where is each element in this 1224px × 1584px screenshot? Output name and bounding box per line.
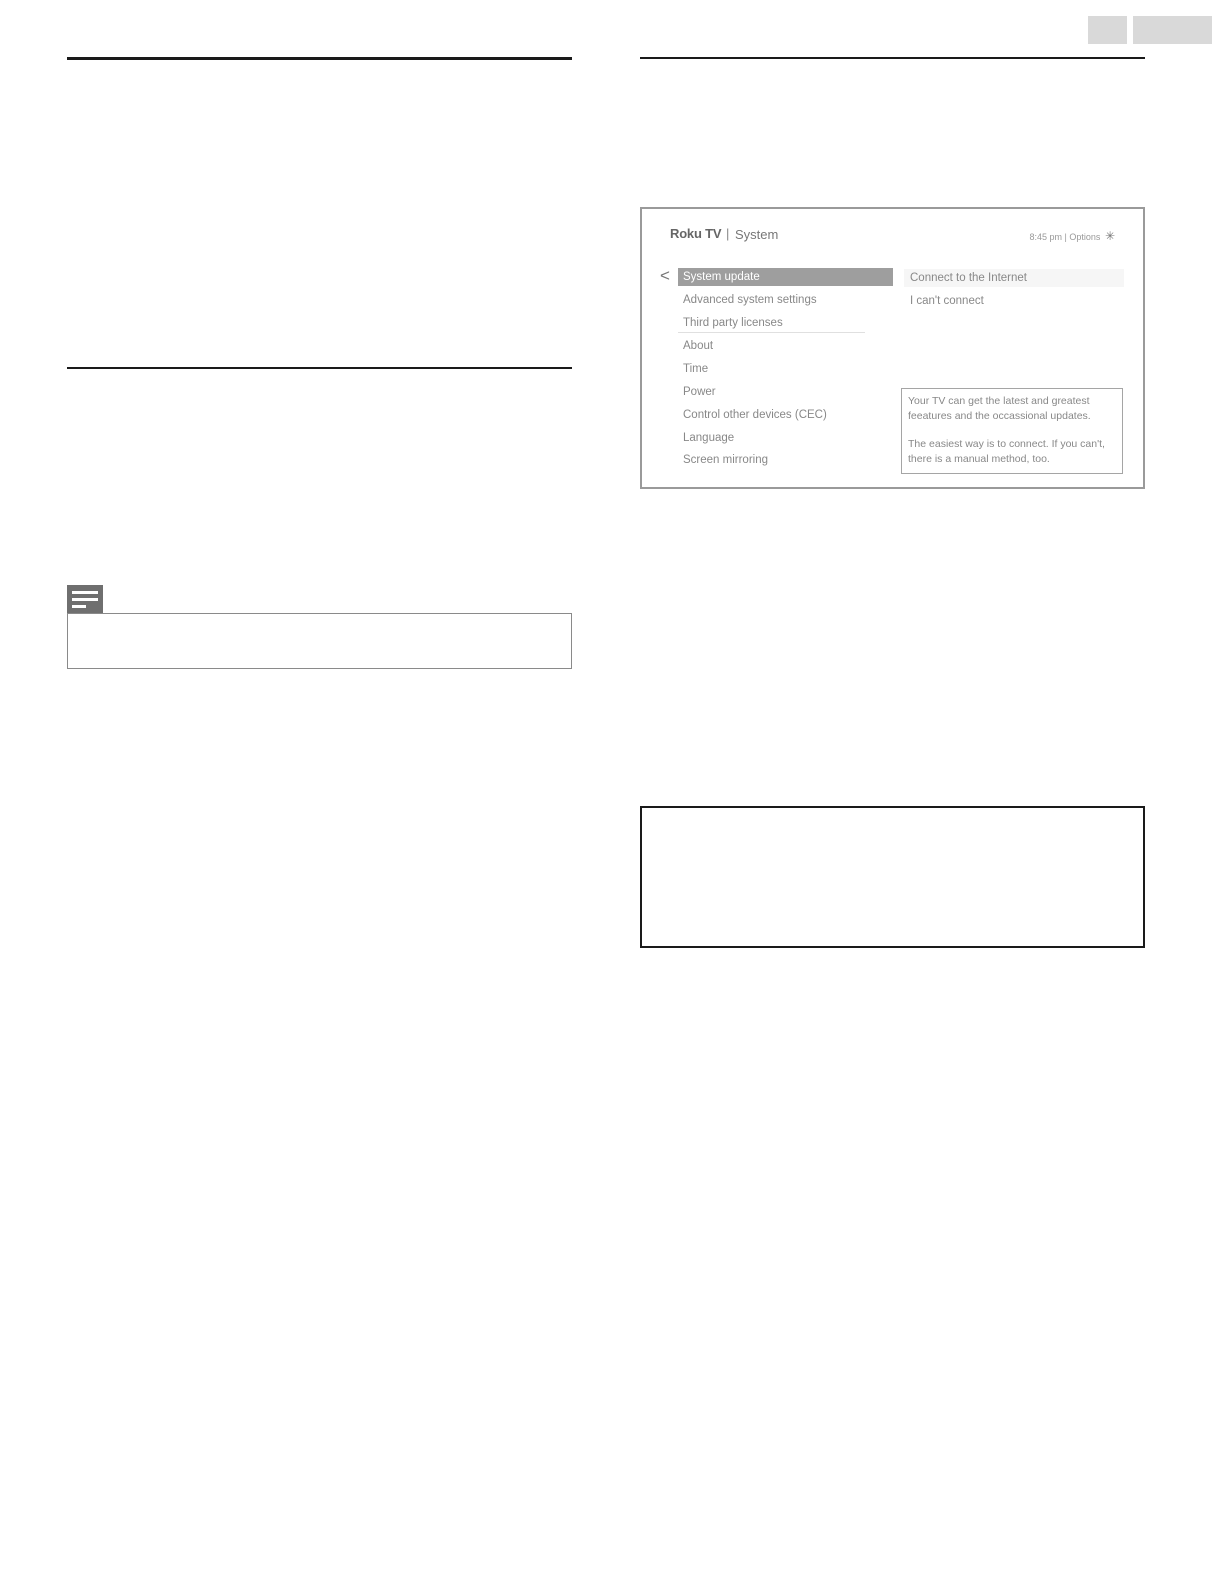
status-bar <box>1029 229 1115 243</box>
clock-time: 8:45 pm <box>1029 232 1063 242</box>
tv-screenshot <box>640 207 1145 489</box>
menu-item-power[interactable]: Power <box>683 385 716 398</box>
info-panel <box>901 388 1123 474</box>
screen-title: System <box>735 227 779 242</box>
right-heading-rule <box>640 57 1145 59</box>
menu-item-about[interactable]: About <box>683 340 714 353</box>
options-label[interactable]: Options <box>1069 232 1101 242</box>
section-tab-marker <box>1133 16 1212 44</box>
status-separator: | <box>1064 232 1067 242</box>
menu-item-system-update[interactable]: System update <box>678 268 893 286</box>
menu-item-control-other-devices[interactable]: Control other devices (CEC) <box>683 408 827 421</box>
options-star-icon[interactable]: ✳ <box>1104 229 1115 243</box>
menu-item-screen-mirroring[interactable]: Screen mirroring <box>683 454 768 467</box>
menu-item-time[interactable]: Time <box>683 363 709 376</box>
left-heading-rule-middle <box>67 367 572 369</box>
system-update-options <box>904 269 1124 315</box>
option-connect-to-internet[interactable]: Connect to the Internet <box>904 269 1124 287</box>
note-box <box>67 613 572 669</box>
menu-item-third-party-licenses[interactable]: Third party licenses <box>678 314 865 333</box>
menu-item-language[interactable]: Language <box>683 431 735 444</box>
option-cant-connect[interactable]: I can't connect <box>910 295 984 307</box>
info-text-1: Your TV can get the latest and greatest feeatures and the occassional updates. <box>908 395 1091 422</box>
system-menu <box>678 268 893 474</box>
note-icon <box>67 585 103 614</box>
bordered-box <box>640 806 1145 948</box>
info-text-2: The easiest way is to connect. If you can't, there is a manual method, too. <box>908 438 1105 465</box>
back-arrow-icon[interactable]: < <box>660 266 670 285</box>
menu-item-advanced-system-settings[interactable]: Advanced system settings <box>683 293 817 306</box>
roku-tv-logo: Roku TV <box>670 226 722 241</box>
title-separator: | <box>726 226 730 241</box>
page-tab-marker <box>1088 16 1127 44</box>
left-heading-rule-top <box>67 57 572 60</box>
